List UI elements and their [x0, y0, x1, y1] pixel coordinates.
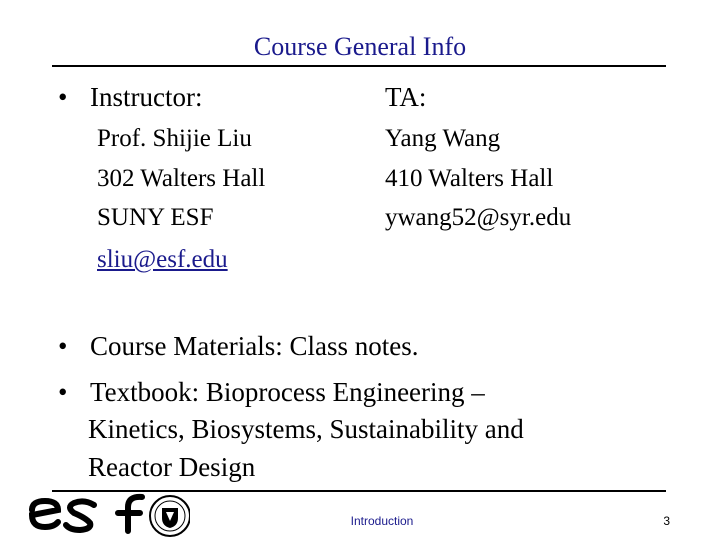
- bullet-glyph: •: [58, 82, 68, 112]
- textbook-bullet: [58, 376, 485, 408]
- instructor-email-link[interactable]: sliu@esf.edu: [97, 246, 228, 273]
- ta-heading: TA:: [385, 82, 427, 112]
- page-number: 3: [663, 514, 670, 528]
- instructor-name: Prof. Shijie Liu: [97, 125, 252, 152]
- instructor-institution: SUNY ESF: [97, 204, 214, 231]
- ta-office: 410 Walters Hall: [385, 165, 554, 192]
- ta-email: ywang52@syr.edu: [385, 204, 572, 231]
- textbook-continuation-line-1: Kinetics, Biosystems, Sustainability and: [88, 414, 524, 444]
- course-materials-bullet: [58, 330, 418, 362]
- instructor-heading: Instructor:: [90, 82, 203, 112]
- bullet-glyph: •: [58, 377, 68, 407]
- course-materials-text: Course Materials: Class notes.: [90, 331, 419, 361]
- footer-section-label: Introduction: [350, 514, 414, 528]
- esf-logo: [20, 493, 190, 539]
- textbook-text: Textbook: Bioprocess Engineering –: [90, 377, 485, 407]
- ta-name: Yang Wang: [385, 125, 501, 152]
- title-divider: [52, 65, 666, 67]
- slide-title: Course General Info: [253, 32, 467, 61]
- bullet-glyph: •: [58, 331, 68, 361]
- instructor-office: 302 Walters Hall: [97, 165, 266, 192]
- instructor-heading-row: [58, 81, 202, 113]
- textbook-continuation-line-2: Reactor Design: [88, 452, 256, 482]
- footer-divider: [52, 490, 666, 492]
